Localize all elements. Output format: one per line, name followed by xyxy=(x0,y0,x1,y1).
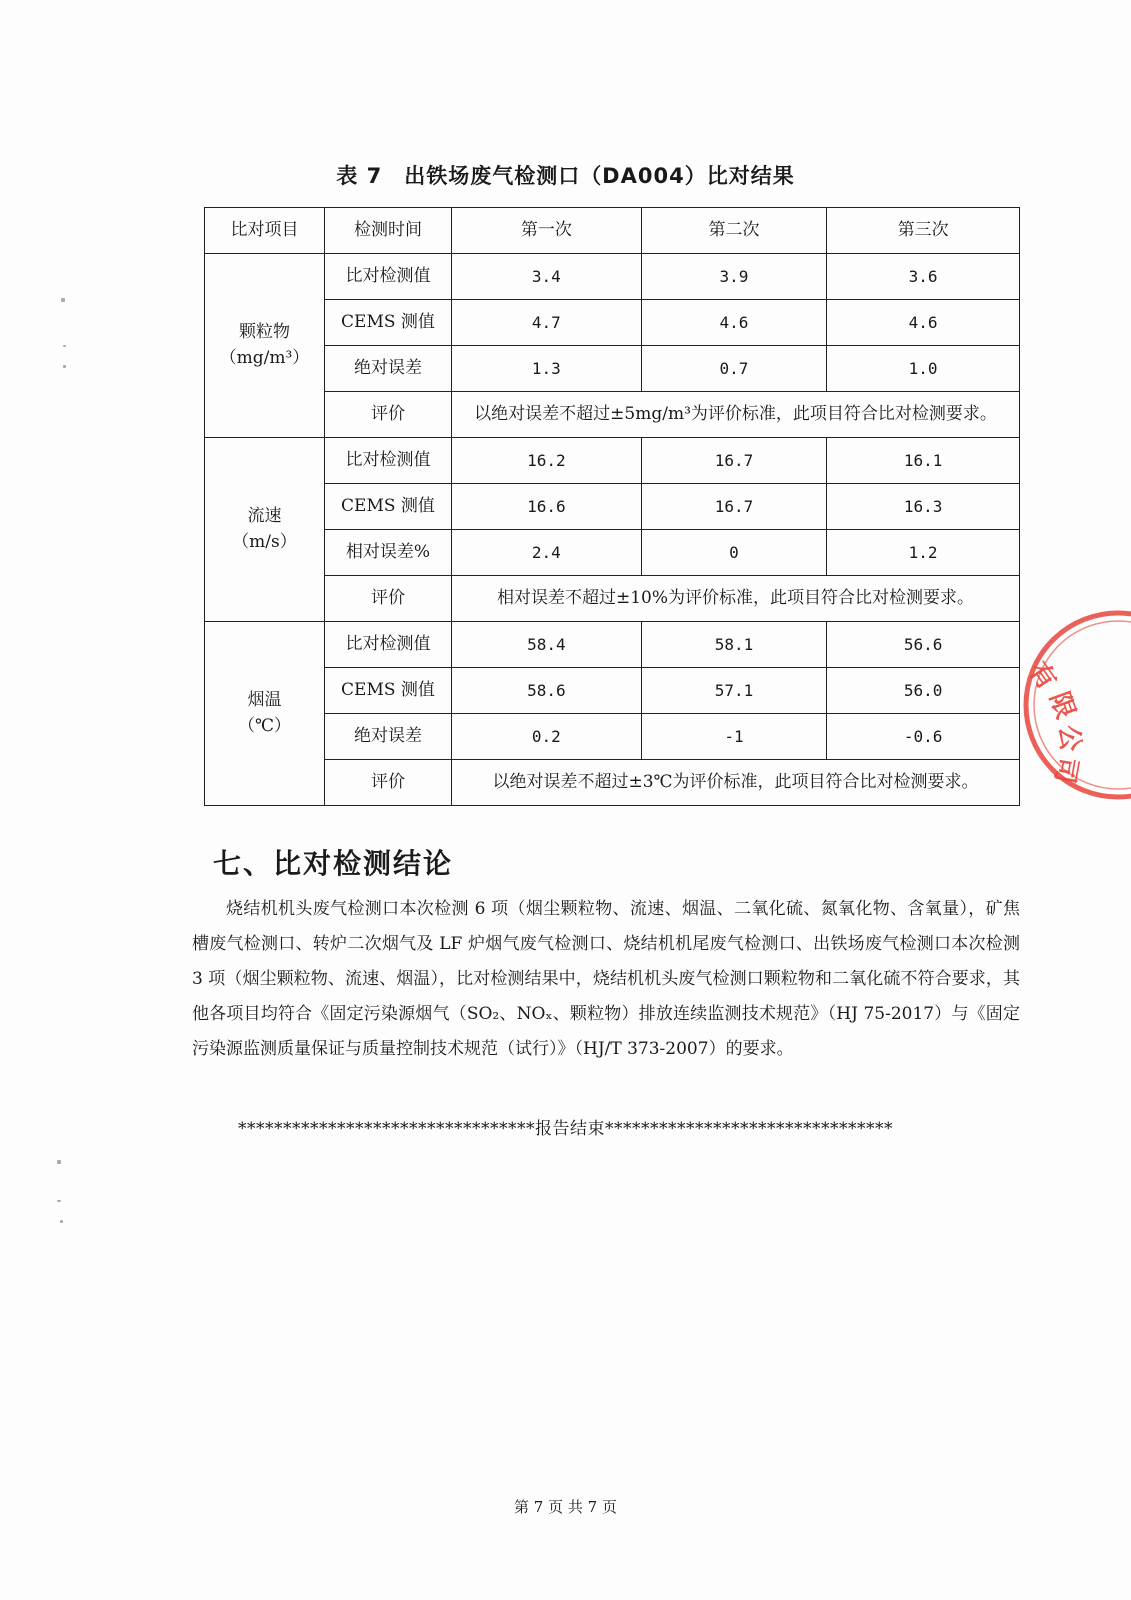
row-label: 评价 xyxy=(324,760,451,806)
section-heading: 七、比对检测结论 xyxy=(213,847,454,880)
value-cell: 1.0 xyxy=(827,346,1020,392)
value-cell: 4.6 xyxy=(827,300,1020,346)
table-row xyxy=(205,346,1020,392)
table-header-row xyxy=(205,208,1020,254)
table-row xyxy=(205,714,1020,760)
value-cell: 56.0 xyxy=(827,668,1020,714)
value-cell: 58.4 xyxy=(452,622,642,668)
group-label-cell xyxy=(205,622,325,806)
page-number: 第 7 页 共 7 页 xyxy=(514,1498,617,1516)
row-label: 比对检测值 xyxy=(324,622,451,668)
group-label-cell xyxy=(205,254,325,438)
row-label: 相对误差% xyxy=(324,530,451,576)
header-cell: 第三次 xyxy=(827,208,1020,254)
value-cell: -0.6 xyxy=(827,714,1020,760)
value-cell: 4.7 xyxy=(452,300,642,346)
group-unit: （m/s） xyxy=(232,531,297,552)
value-cell: 3.6 xyxy=(827,254,1020,300)
group-name: 流速 xyxy=(247,506,282,526)
value-cell: 1.2 xyxy=(827,530,1020,576)
value-cell: 0 xyxy=(641,530,827,576)
value-cell: 16.6 xyxy=(452,484,642,530)
evaluation-row xyxy=(205,760,1020,806)
scan-speck xyxy=(63,345,66,347)
value-cell: 4.6 xyxy=(641,300,827,346)
header-cell: 第一次 xyxy=(452,208,642,254)
company-seal xyxy=(1000,600,1131,820)
row-label: CEMS 测值 xyxy=(324,668,451,714)
svg-text:公: 公 xyxy=(1053,723,1086,753)
row-label: CEMS 测值 xyxy=(324,300,451,346)
svg-text:限: 限 xyxy=(1043,688,1081,723)
value-cell: 3.4 xyxy=(452,254,642,300)
evaluation-text: 以绝对误差不超过±5mg/m³为评价标准，此项目符合比对检测要求。 xyxy=(452,392,1020,438)
header-cell: 检测时间 xyxy=(324,208,451,254)
value-cell: 16.7 xyxy=(641,438,827,484)
value-cell: 0.2 xyxy=(452,714,642,760)
row-label: 比对检测值 xyxy=(324,254,451,300)
value-cell: 0.7 xyxy=(641,346,827,392)
value-cell: 16.2 xyxy=(452,438,642,484)
value-cell: 1.3 xyxy=(452,346,642,392)
group-name: 烟温 xyxy=(247,690,282,710)
group-label-cell xyxy=(205,438,325,622)
table-title: 表 7 出铁场废气检测口（DA004）比对结果 xyxy=(336,164,795,188)
row-label: 绝对误差 xyxy=(324,714,451,760)
table-row xyxy=(205,300,1020,346)
value-cell: -1 xyxy=(641,714,827,760)
row-label: 评价 xyxy=(324,576,451,622)
header-cell: 第二次 xyxy=(641,208,827,254)
value-cell: 16.3 xyxy=(827,484,1020,530)
row-label: 评价 xyxy=(324,392,451,438)
row-label: 绝对误差 xyxy=(324,346,451,392)
svg-text:有: 有 xyxy=(1022,656,1062,696)
value-cell: 16.1 xyxy=(827,438,1020,484)
value-cell: 16.7 xyxy=(641,484,827,530)
row-label: CEMS 测值 xyxy=(324,484,451,530)
table-row xyxy=(205,668,1020,714)
table-row xyxy=(205,438,1020,484)
header-cell: 比对项目 xyxy=(205,208,325,254)
evaluation-row xyxy=(205,392,1020,438)
table-row xyxy=(205,254,1020,300)
seal-graphic xyxy=(1000,600,1131,820)
table-row xyxy=(205,622,1020,668)
table-row xyxy=(205,484,1020,530)
scan-speck xyxy=(57,1160,61,1164)
row-label: 比对检测值 xyxy=(324,438,451,484)
scan-speck xyxy=(60,1220,63,1223)
scan-speck xyxy=(57,1200,61,1202)
value-cell: 3.9 xyxy=(641,254,827,300)
value-cell: 57.1 xyxy=(641,668,827,714)
value-cell: 58.6 xyxy=(452,668,642,714)
evaluation-text: 以绝对误差不超过±3℃为评价标准，此项目符合比对检测要求。 xyxy=(452,760,1020,806)
value-cell: 2.4 xyxy=(452,530,642,576)
report-end-line: *********************************报告结束******************************** xyxy=(238,1119,893,1139)
conclusion-paragraph: 烧结机机头废气检测口本次检测 6 项（烟尘颗粒物、流速、烟温、二氧化硫、氮氧化物、含氧量），矿焦槽废气检测口、转炉二次烟气及 LF 炉烟气废气检测口、烧结机机尾废气检测口、出铁场废气检测口本次检测 3 项（烟尘颗粒物、流速、烟温），比对检测结果中，烧结机机头废气检测口颗粒物和二氧化硫不符合要求，其他各项目均符合《固定污染源烟气（SO₂、NOₓ、颗粒物）排放连续监测技术规范》（HJ 75-2017）与《固定污染源监测质量保证与质量控制技术规范（试行）》（HJ/T 373-2007）的要求。 xyxy=(192,899,1020,1059)
scan-speck xyxy=(63,365,66,368)
value-cell: 58.1 xyxy=(641,622,827,668)
comparison-table xyxy=(204,207,1020,806)
evaluation-row xyxy=(205,576,1020,622)
scan-speck xyxy=(61,298,65,302)
group-name: 颗粒物 xyxy=(238,322,290,342)
group-unit: （℃） xyxy=(237,715,291,736)
table-row xyxy=(205,530,1020,576)
svg-text:司: 司 xyxy=(1048,754,1083,786)
group-unit: （mg/m³） xyxy=(219,347,310,368)
evaluation-text: 相对误差不超过±10%为评价标准，此项目符合比对检测要求。 xyxy=(452,576,1020,622)
value-cell: 56.6 xyxy=(827,622,1020,668)
